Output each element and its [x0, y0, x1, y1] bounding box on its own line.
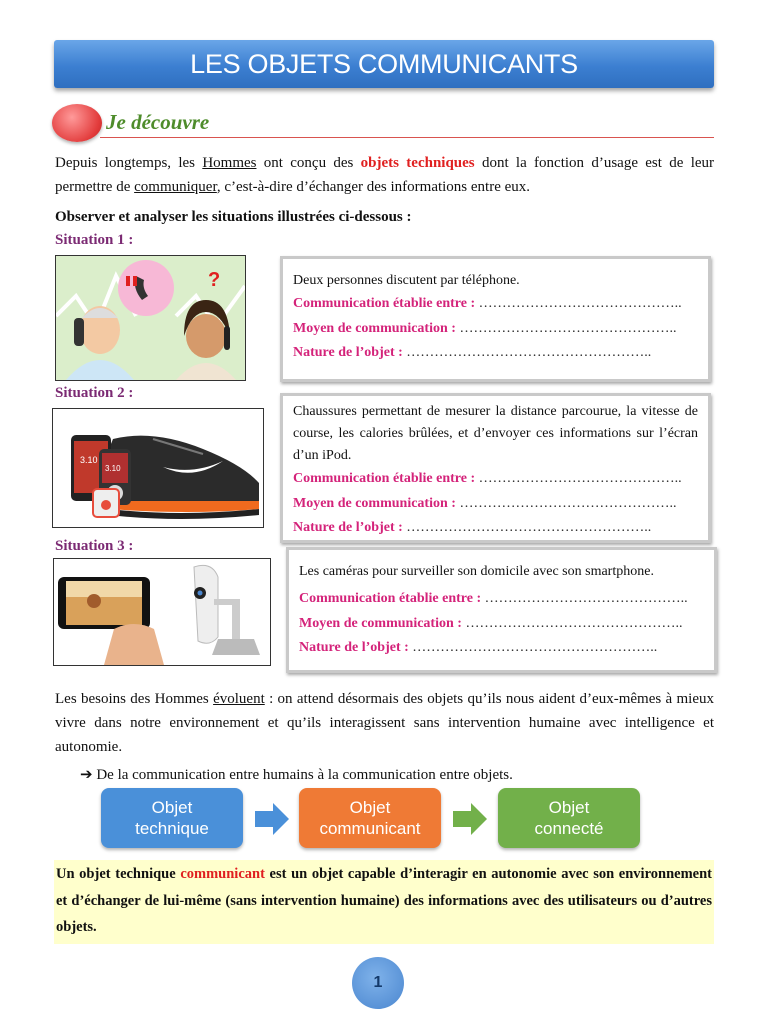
section-title: Je découvre — [106, 110, 210, 134]
field-label: Communication établie entre : — [299, 591, 482, 606]
besoins-evoluent: évoluent — [213, 691, 265, 707]
camera-smartphone-illustration — [54, 559, 270, 665]
flow-label: Objet — [349, 798, 391, 817]
transition-line — [80, 762, 513, 787]
flow-objet-technique — [101, 788, 243, 848]
situation-2-label: Situation 2 : — [55, 385, 134, 401]
page-number — [352, 957, 404, 1009]
field-moyen — [293, 492, 698, 517]
field-communication — [299, 587, 704, 612]
answer-blank[interactable]: …………………………………….. — [475, 471, 682, 486]
situation-3-label: Situation 3 : — [55, 538, 134, 554]
field-nature — [293, 516, 698, 541]
answer-blank[interactable]: …………………………………….. — [475, 296, 682, 311]
field-nature — [299, 636, 704, 661]
svg-text:?: ? — [208, 269, 221, 291]
intro-paragraph — [55, 151, 714, 199]
field-label: Communication établie entre : — [293, 296, 476, 311]
definition-part: est un objet capable d’interagir en autonomie avec son environnement et d’échanger de lui-même (sans intervention humaine) des informations avec des utilisateurs ou d’autres objets. — [56, 866, 712, 935]
field-moyen — [299, 612, 704, 637]
phone-call-illustration — [56, 256, 245, 380]
field-label: Nature de l’objet : — [293, 345, 403, 360]
situation-3-card — [286, 547, 717, 673]
phone2-time-label: 3.10 — [105, 464, 121, 473]
intro-text: Depuis longtemps, les — [55, 155, 203, 171]
flow-label: communicant — [319, 819, 421, 838]
flow-objet-communicant — [299, 788, 441, 848]
situation-2-image — [52, 408, 264, 528]
flow-label: connecté — [534, 819, 604, 838]
situation-2-card — [280, 393, 711, 543]
besoins-text: : on attend désormais des objets qu’ils nous aident d’eux-mêmes à mieux vivre dans notre environnement et qu’ils interagissent sans intervention humaine avec intelligence et autonomie. — [55, 691, 714, 755]
intro-hommes: Hommes — [202, 155, 257, 171]
situation-1-card — [280, 256, 711, 382]
section-bullet — [52, 104, 102, 142]
intro-text: dont la fonction d’usage est de leur permettre de — [55, 155, 715, 195]
definition-box — [54, 860, 714, 944]
situation-3-description: Les caméras pour surveiller son domicile avec son smartphone. — [299, 564, 654, 579]
situation-1-description: Deux personnes discutent par téléphone. — [293, 273, 520, 288]
definition-text — [54, 860, 714, 942]
answer-blank[interactable]: ……………………………………….. — [455, 495, 677, 511]
answer-blank[interactable]: ……………………………………….. — [455, 320, 677, 336]
page-number-text: 1 — [373, 974, 383, 991]
flow-label: technique — [135, 819, 209, 838]
flow-arrow-1-icon — [255, 803, 289, 835]
field-label: Communication établie entre : — [293, 471, 476, 486]
page-title-banner — [54, 40, 714, 88]
right-arrow-icon: ➔ — [80, 765, 93, 783]
situation-1-image — [55, 255, 246, 381]
situation-3-image — [53, 558, 271, 666]
besoins-text: Les besoins des Hommes — [55, 691, 214, 707]
field-label: Moyen de communication : — [293, 495, 456, 511]
section-rule — [100, 137, 714, 138]
field-communication — [293, 467, 698, 492]
shoe-ipod-illustration — [53, 409, 263, 527]
flow-objet-connecte — [498, 788, 640, 848]
instruction: Observer et analyser les situations illustrées ci-dessous : — [55, 209, 412, 225]
intro-text: , c’est-à-dire d’échanger des informations entre eux. — [216, 179, 531, 195]
flow-label: Objet — [548, 798, 590, 817]
intro-objets-techniques: objets techniques — [360, 155, 475, 171]
situation-1-label: Situation 1 : — [55, 232, 134, 248]
answer-blank[interactable]: …………………………………………….. — [408, 640, 658, 655]
field-label: Nature de l’objet : — [293, 520, 403, 535]
field-label: Moyen de communication : — [299, 615, 462, 631]
phone1-time-label: 3.10 — [80, 455, 98, 465]
besoins-paragraph — [55, 687, 714, 759]
intro-communiquer: communiquer — [134, 179, 217, 195]
intro-text: ont conçu des — [256, 155, 361, 171]
page-title: LES OBJETS COMMUNICANTS — [190, 48, 578, 79]
flow-arrow-2-icon — [453, 803, 487, 835]
field-communication — [293, 292, 698, 317]
answer-blank[interactable]: ……………………………………….. — [461, 615, 683, 631]
definition-highlight: communicant — [180, 866, 265, 882]
field-moyen — [293, 317, 698, 342]
field-nature — [293, 341, 698, 366]
situation-2-description: Chaussures permettant de mesurer la distance parcourue, la vitesse de course, les calories brûlées, et d’envoyer ces informations sur l’écran d’un iPod. — [293, 404, 698, 463]
transition-text: De la communication entre humains à la communication entre objets. — [96, 767, 513, 783]
field-label: Nature de l’objet : — [299, 640, 409, 655]
flow-label: Objet — [151, 798, 193, 817]
definition-part: Un objet technique — [56, 866, 181, 882]
answer-blank[interactable]: …………………………………………….. — [402, 520, 652, 535]
answer-blank[interactable]: …………………………………………….. — [402, 345, 652, 360]
field-label: Moyen de communication : — [293, 320, 456, 336]
answer-blank[interactable]: …………………………………….. — [481, 591, 688, 606]
